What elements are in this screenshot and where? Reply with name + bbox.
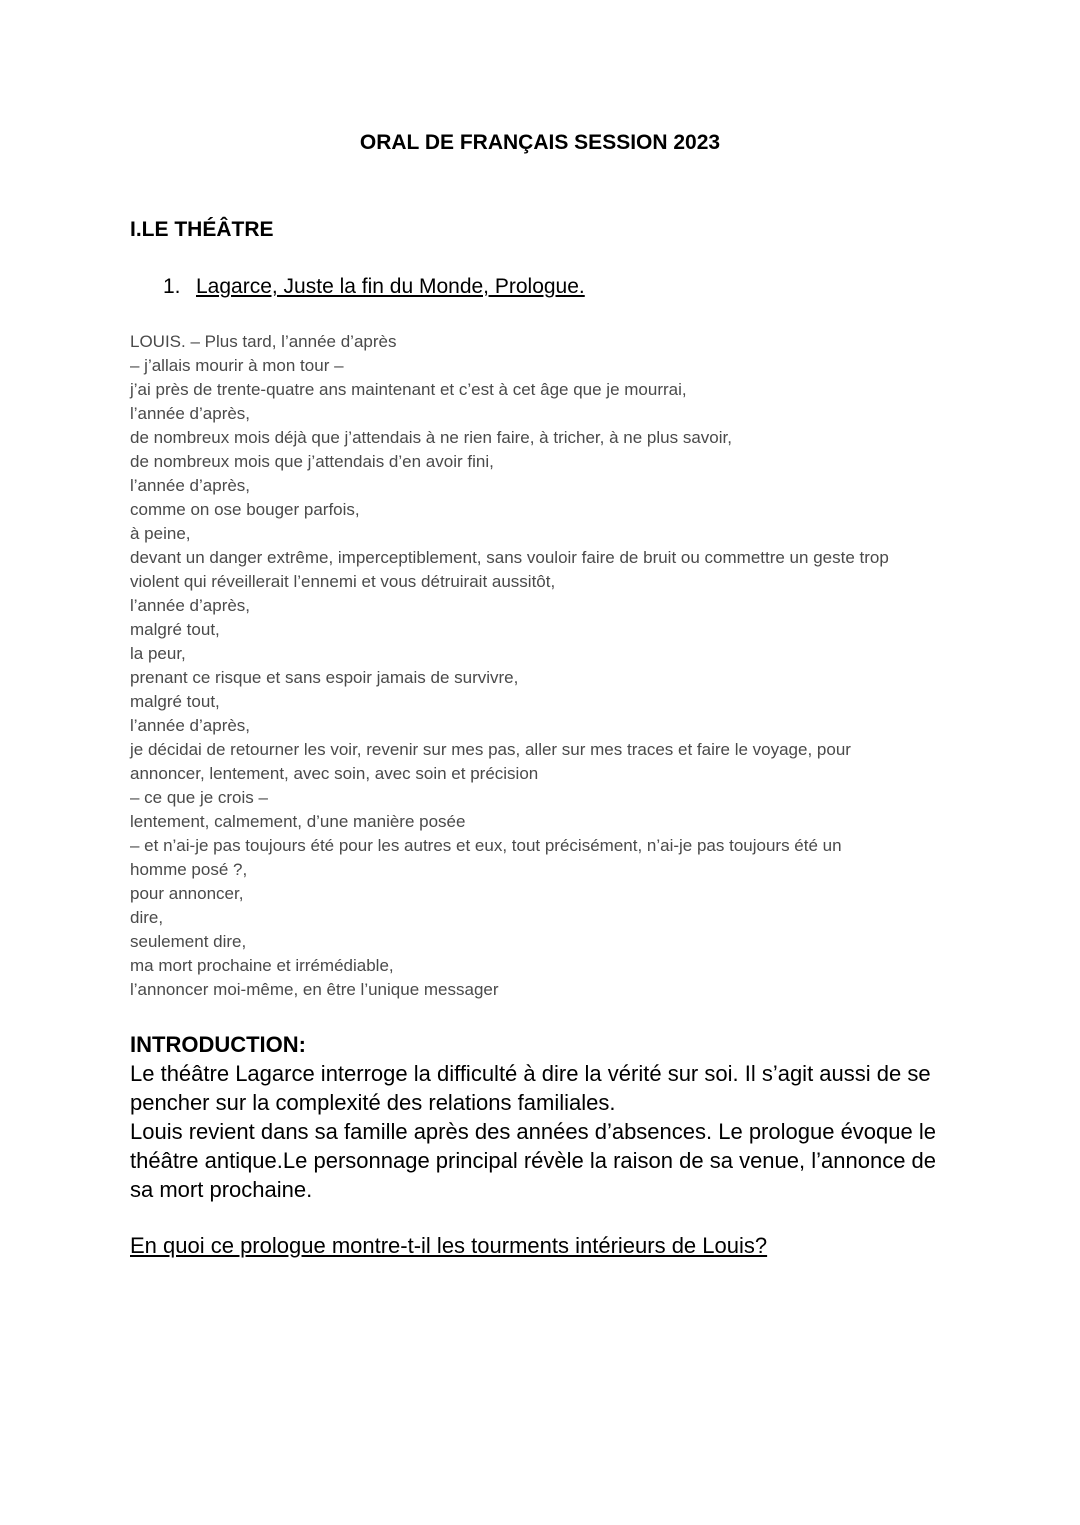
excerpt-line: ma mort prochaine et irrémédiable, <box>130 956 394 975</box>
excerpt-line: l’annoncer moi-même, en être l’unique messager <box>130 980 499 999</box>
introduction-line: Le théâtre Lagarce interroge la difficulté à dire la vérité sur soi. Il s’agit aussi de se <box>130 1061 931 1086</box>
excerpt-line: dire, <box>130 908 164 927</box>
excerpt-line: l’année d’après, <box>130 716 251 735</box>
introduction-line: sa mort prochaine. <box>130 1177 313 1202</box>
excerpt-line: comme on ose bouger parfois, <box>130 500 360 519</box>
excerpt-line: à peine, <box>130 524 191 543</box>
excerpt-line: LOUIS. – Plus tard, l’année d’après <box>130 332 397 351</box>
excerpt-line: malgré tout, <box>130 620 220 639</box>
document-title: ORAL DE FRANÇAIS SESSION 2023 <box>359 131 721 154</box>
play-excerpt <box>130 330 960 1002</box>
excerpt-line: malgré tout, <box>130 692 220 711</box>
excerpt-line: violent qui réveillerait l’ennemi et vous détruirait aussitôt, <box>130 572 556 591</box>
excerpt-line: annoncer, lentement, avec soin, avec soin et précision <box>130 764 539 783</box>
text-subheading <box>163 274 585 300</box>
problematic-question: En quoi ce prologue montre-t-il les tourments intérieurs de Louis? <box>130 1233 768 1258</box>
excerpt-line: prenant ce risque et sans espoir jamais de survivre, <box>130 668 519 687</box>
subheading-title: Lagarce, Juste la fin du Monde, Prologue. <box>196 275 585 298</box>
introduction-heading: INTRODUCTION: <box>130 1032 306 1057</box>
excerpt-line: – et n’ai-je pas toujours été pour les autres et eux, tout précisément, n’ai-je pas toujours été un <box>130 836 842 855</box>
excerpt-line: j’ai près de trente-quatre ans maintenant et c’est à cet âge que je mourrai, <box>130 380 687 399</box>
excerpt-line: – ce que je crois – <box>130 788 268 807</box>
subheading-number: 1. <box>163 275 181 298</box>
introduction-line: Louis revient dans sa famille après des années d’absences. Le prologue évoque le <box>130 1119 936 1144</box>
excerpt-line: homme posé ?, <box>130 860 248 879</box>
excerpt-line: seulement dire, <box>130 932 247 951</box>
excerpt-line: de nombreux mois déjà que j’attendais à ne rien faire, à tricher, à ne plus savoir, <box>130 428 732 447</box>
excerpt-line: lentement, calmement, d’une manière posée <box>130 812 466 831</box>
excerpt-line: je décidai de retourner les voir, revenir sur mes pas, aller sur mes traces et faire le voyage, pour <box>130 740 851 759</box>
introduction-body <box>130 1059 960 1204</box>
introduction-line: théâtre antique.Le personnage principal révèle la raison de sa venue, l’annonce de <box>130 1148 937 1173</box>
excerpt-line: devant un danger extrême, imperceptiblement, sans vouloir faire de bruit ou commettre un geste trop <box>130 548 889 567</box>
excerpt-line: – j’allais mourir à mon tour – <box>130 356 344 375</box>
excerpt-line: de nombreux mois que j’attendais d’en avoir fini, <box>130 452 494 471</box>
excerpt-line: l’année d’après, <box>130 596 251 615</box>
excerpt-line: l’année d’après, <box>130 476 251 495</box>
excerpt-line: l’année d’après, <box>130 404 251 423</box>
excerpt-line: pour annoncer, <box>130 884 244 903</box>
excerpt-line: la peur, <box>130 644 186 663</box>
introduction-line: pencher sur la complexité des relations familiales. <box>130 1090 616 1115</box>
section-heading: I.LE THÉÂTRE <box>130 218 274 241</box>
